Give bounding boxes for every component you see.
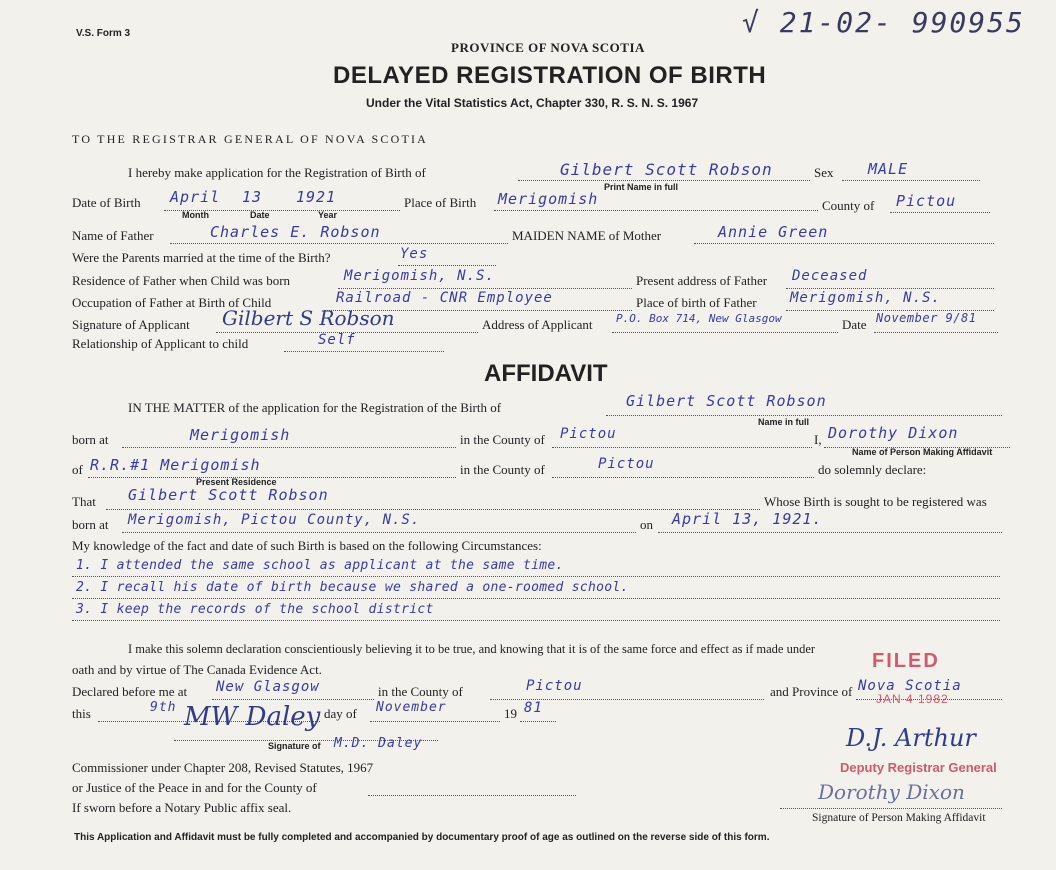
affiant-name: Dorothy Dixon <box>828 424 959 442</box>
affiant-hint: Name of Person Making Affidavit <box>852 447 993 457</box>
declared-at-value: New Glasgow <box>216 679 320 695</box>
commissioner-name: M.D. Daley <box>334 736 423 751</box>
mother-value: Annie Green <box>718 223 829 241</box>
reference-number: √ 21-02- 990955 <box>742 6 1025 39</box>
residence-county-value: Pictou <box>598 456 655 472</box>
declaration-text: I make this solemn declaration conscientiously believing it to be true, and knowing that it is of the same force and effect as if made under <box>128 642 816 656</box>
province-label: and Province of <box>770 684 853 699</box>
print-name-hint: Print Name in full <box>604 182 679 192</box>
father-label: Name of Father <box>72 228 154 243</box>
born-at-label: born at <box>72 432 109 447</box>
county-label: County of <box>822 198 875 213</box>
date-value: November 9/81 <box>876 311 977 325</box>
residence-value: Merigomish, N.S. <box>344 268 495 284</box>
affidavit-heading: AFFIDAVIT <box>484 360 608 387</box>
sex-label: Sex <box>814 165 834 180</box>
i-label: I, <box>814 432 822 447</box>
declared-label: Declared before me at <box>72 684 188 699</box>
form-subtitle: Under the Vital Statistics Act, Chapter 330, R. S. N. S. 1967 <box>366 96 699 110</box>
county-value: Pictou <box>896 192 957 210</box>
knowledge-text: My knowledge of the fact and date of such Birth is based on the following Circumstances: <box>72 538 542 553</box>
married-label: Were the Parents married at the time of the Birth? <box>72 250 331 265</box>
registrar-signature: D.J. Arthur <box>846 724 976 752</box>
of-label: of <box>72 462 83 477</box>
province-value: Nova Scotia <box>858 678 962 694</box>
born-county-label: in the County of <box>460 432 545 447</box>
signature-of-label: Signature of <box>268 741 321 751</box>
commissioner-signature: MW Daley <box>184 702 321 732</box>
address-label: Address of Applicant <box>482 317 593 332</box>
born-at2-label: born at <box>72 517 109 532</box>
father-birthplace-label: Place of birth of Father <box>636 295 757 310</box>
mother-label: MAIDEN NAME of Mother <box>512 228 662 243</box>
dob-date-value: 13 <box>242 188 263 206</box>
declaration-text-2: oath and by virtue of The Canada Evidence Act. <box>72 662 322 677</box>
to-registrar: TO THE REGISTRAR GENERAL OF NOVA SCOTIA <box>72 132 429 146</box>
that-name-value: Gilbert Scott Robson <box>128 486 329 504</box>
occupation-value: Railroad - CNR Employee <box>336 290 553 306</box>
place-label: Place of Birth <box>404 195 477 210</box>
application-intro: I hereby make application for the Registration of Birth of <box>128 165 426 180</box>
residence-county-label: in the County of <box>460 462 545 477</box>
affiant-signature: Dorothy Dixon <box>818 780 965 804</box>
address-value: P.O. Box 714, New Glasgow <box>616 312 782 325</box>
present-residence-hint: Present Residence <box>196 477 277 487</box>
relationship-value: Self <box>318 332 356 348</box>
born-at2-value: Merigomish, Pictou County, N.S. <box>128 512 421 528</box>
that-label: That <box>72 494 96 509</box>
filed-stamp: FILED <box>872 650 940 672</box>
year-hint: Year <box>318 210 338 220</box>
married-value: Yes <box>400 246 429 262</box>
commissioner-text: Commissioner under Chapter 208, Revised Statutes, 1967 <box>72 760 374 775</box>
applicant-signature-label: Signature of Applicant <box>72 317 190 332</box>
born-at-value: Merigomish <box>190 426 291 444</box>
notary-text: If sworn before a Notary Public affix seal. <box>72 800 292 815</box>
dob-year-value: 1921 <box>296 188 337 206</box>
filed-date: JAN 4 1982 <box>876 692 949 706</box>
present-address-value: Deceased <box>792 268 868 284</box>
day-of-label: day of <box>324 706 357 721</box>
dob-label: Date of Birth <box>72 195 141 210</box>
month-value: November <box>376 700 447 715</box>
residence-label: Residence of Father when Child was born <box>72 273 291 288</box>
circumstance-3: 3. I keep the records of the school district <box>76 602 434 617</box>
born-county-value: Pictou <box>560 426 617 442</box>
date-label: Date <box>842 317 867 332</box>
this-label: this <box>72 706 91 721</box>
declared-county-label: in the County of <box>378 684 463 699</box>
declare-text: do solemnly declare: <box>818 462 927 477</box>
circumstance-2: 2. I recall his date of birth because we shared a one-roomed school. <box>76 580 629 595</box>
footer-note: This Application and Affidavit must be fully completed and accompanied by documentary proof of age as outlined on the reverse side of this form. <box>74 832 770 843</box>
affiant-residence: R.R.#1 Merigomish <box>90 456 261 474</box>
month-hint: Month <box>182 210 209 220</box>
dob-month-value: April <box>170 188 221 206</box>
year-prefix: 19 <box>504 706 517 721</box>
matter-text: IN THE MATTER of the application for the Registration of the Birth of <box>128 400 502 415</box>
father-birthplace-value: Merigomish, N.S. <box>790 290 941 306</box>
day-value: 9th <box>150 700 177 715</box>
on-label: on <box>640 517 653 532</box>
whose-birth-text: Whose Birth is sought to be registered was <box>764 494 987 509</box>
affiant-sig-label: Signature of Person Making Affidavit <box>812 812 986 824</box>
relationship-label: Relationship of Applicant to child <box>72 336 249 351</box>
declared-county-value: Pictou <box>526 678 583 694</box>
form-title: DELAYED REGISTRATION OF BIRTH <box>333 62 767 89</box>
place-value: Merigomish <box>498 190 599 208</box>
circumstance-1: 1. I attended the same school as applicant at the same time. <box>76 558 564 573</box>
year-suffix: 81 <box>524 700 543 716</box>
on-date-value: April 13, 1921. <box>672 510 823 528</box>
affidavit-child-name: Gilbert Scott Robson <box>626 392 827 410</box>
province-heading: PROVINCE OF NOVA SCOTIA <box>451 40 645 55</box>
sex-value: MALE <box>868 160 909 178</box>
occupation-label: Occupation of Father at Birth of Child <box>72 295 272 310</box>
father-value: Charles E. Robson <box>210 223 381 241</box>
applicant-signature: Gilbert S Robson <box>222 306 395 330</box>
form-number: V.S. Form 3 <box>76 28 131 39</box>
deputy-registrar-stamp: Deputy Registrar General <box>840 760 997 775</box>
present-address-label: Present address of Father <box>636 273 768 288</box>
justice-text: or Justice of the Peace in and for the County of <box>72 780 317 795</box>
date-hint: Date <box>250 210 270 220</box>
name-full-hint: Name in full <box>758 417 810 427</box>
child-name-value: Gilbert Scott Robson <box>560 160 773 179</box>
